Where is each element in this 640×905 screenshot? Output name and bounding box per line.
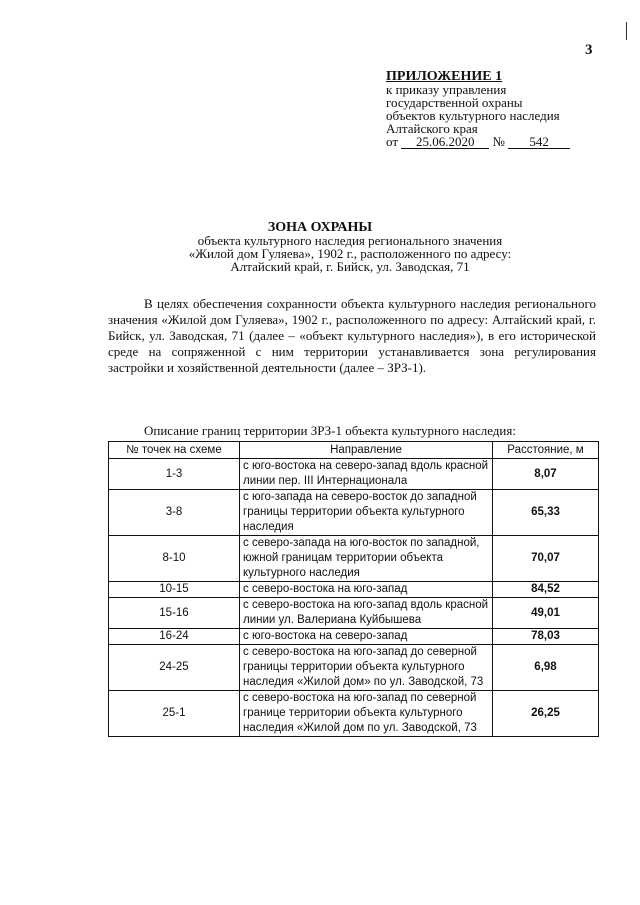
boundary-table	[108, 441, 599, 737]
row-direction: с северо-востока на юго-запад до северной границы территории объекта культурного наследия «Жилой дом» по ул. Заводской, 73	[240, 645, 493, 691]
scan-edge-mark	[626, 22, 627, 40]
table-header-row	[109, 442, 599, 459]
table-row	[109, 459, 599, 490]
table-row	[109, 629, 599, 645]
date-prefix: от	[386, 134, 399, 149]
row-points: 8-10	[109, 536, 240, 582]
appendix-date-line	[386, 135, 570, 149]
zone-subtitle	[150, 234, 550, 273]
appendix-line: к приказу управления	[386, 82, 507, 97]
row-points: 24-25	[109, 645, 240, 691]
row-distance: 65,33	[493, 490, 599, 536]
appendix-block	[386, 70, 570, 149]
subtitle-line: Алтайский край, г. Бийск, ул. Заводская, 71	[230, 259, 470, 274]
row-direction: с северо-востока на юго-запад по северной границе территории объекта культурного наследия «Жилой дом по ул. Заводской, 73	[240, 691, 493, 737]
row-direction: с северо-востока на юго-запад вдоль красной линии ул. Валериана Куйбышева	[240, 598, 493, 629]
row-points: 10-15	[109, 582, 240, 598]
page-number: 3	[585, 42, 593, 58]
row-distance: 26,25	[493, 691, 599, 737]
order-number: 542	[508, 136, 570, 149]
row-points: 16-24	[109, 629, 240, 645]
order-date: 25.06.2020	[401, 136, 489, 149]
table-row	[109, 598, 599, 629]
header-direction: Направление	[240, 442, 493, 459]
row-points: 3-8	[109, 490, 240, 536]
table-row	[109, 582, 599, 598]
row-direction: с юго-востока на северо-запад вдоль красной линии пер. III Интернационала	[240, 459, 493, 490]
subtitle-line: «Жилой дом Гуляева», 1902 г., расположенного по адресу:	[188, 246, 512, 261]
table-row	[109, 490, 599, 536]
header-points: № точек на схеме	[109, 442, 240, 459]
row-distance: 70,07	[493, 536, 599, 582]
intro-paragraph: В целях обеспечения сохранности объекта культурного наследия регионального значения «Жилой дом Гуляева», 1902 г., расположенного по адресу: Алтайский край, г. Бийск, ул. Заводская, 71 (далее – «объект культурного наследия»), в его исторической среде на сопряженной с ним территории устанавливается зона регулирования застройки и хозяйственной деятельности (далее – ЗРЗ-1).	[108, 296, 596, 375]
row-points: 1-3	[109, 459, 240, 490]
header-distance: Расстояние, м	[493, 442, 599, 459]
appendix-line: Алтайского края	[386, 121, 478, 136]
row-distance: 84,52	[493, 582, 599, 598]
row-distance: 78,03	[493, 629, 599, 645]
appendix-line: государственной охраны	[386, 95, 523, 110]
boundary-description: Описание границ территории ЗРЗ-1 объекта культурного наследия:	[144, 423, 516, 438]
table-row	[109, 691, 599, 737]
row-distance: 8,07	[493, 459, 599, 490]
number-sign: №	[492, 134, 505, 149]
row-direction: с северо-запада на юго-восток по западной, южной границам территории объекта культурного наследия	[240, 536, 493, 582]
row-points: 15-16	[109, 598, 240, 629]
table-row	[109, 536, 599, 582]
row-distance: 6,98	[493, 645, 599, 691]
row-distance: 49,01	[493, 598, 599, 629]
appendix-title: ПРИЛОЖЕНИЕ 1	[386, 69, 503, 84]
table-row	[109, 645, 599, 691]
appendix-line: объектов культурного наследия	[386, 108, 560, 123]
subtitle-line: объекта культурного наследия регионального значения	[197, 233, 503, 248]
row-direction: с северо-востока на юго-запад	[240, 582, 493, 598]
zone-title: ЗОНА ОХРАНЫ	[267, 220, 373, 235]
row-points: 25-1	[109, 691, 240, 737]
row-direction: с юго-востока на северо-запад	[240, 629, 493, 645]
row-direction: с юго-запада на северо-восток до западной границы территории объекта культурного наследия	[240, 490, 493, 536]
